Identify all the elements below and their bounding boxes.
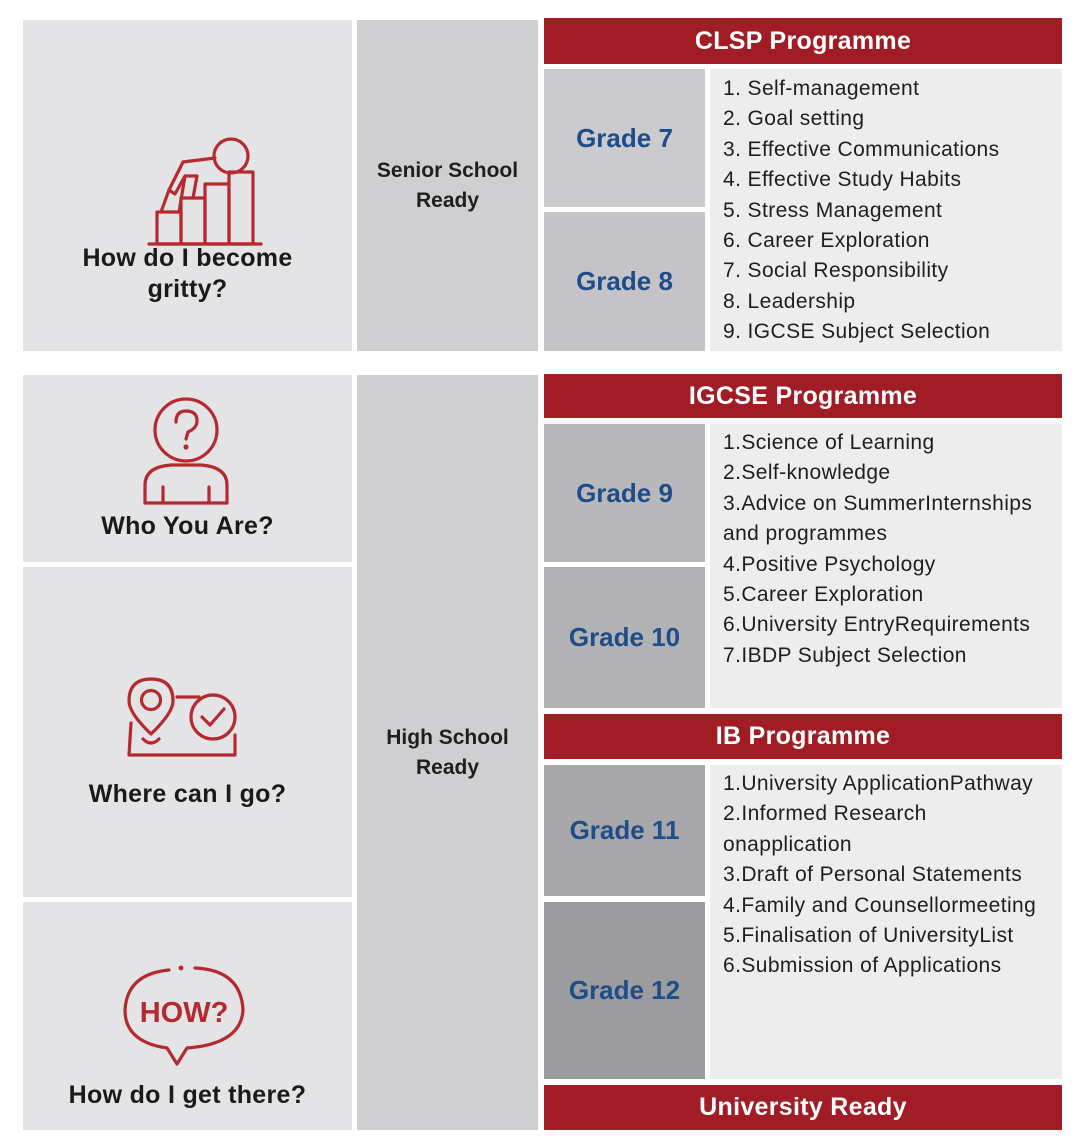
list-item: 1. Self-management <box>723 77 920 100</box>
list-item: 7. Social Responsibility <box>723 259 949 283</box>
how-speech-bubble-icon <box>119 962 249 1067</box>
list-item: 8. Leadership <box>723 289 856 313</box>
grade-11-cell: Grade 11 <box>544 765 705 896</box>
stage-senior-school-ready <box>357 20 538 351</box>
grade-7-cell: Grade 7 <box>544 69 705 207</box>
list-item: 3. Effective Communications <box>723 137 1000 161</box>
list-item: 4. Effective Study Habits <box>723 168 962 192</box>
question-gritty-label: How do I become gritty? <box>82 244 293 303</box>
clsp-programme-banner: CLSP Programme <box>544 18 1062 64</box>
list-item: 6.Submission of Applications <box>723 954 1002 978</box>
stage-high-line1: High School <box>386 725 509 749</box>
igcse-topics-list <box>710 424 1062 708</box>
list-item: 6.University EntryRequirements <box>723 613 1031 637</box>
ib-topics-list <box>710 765 1062 1079</box>
list-item: 5.Finalisation of UniversityList <box>723 924 1014 948</box>
ib-programme-banner: IB Programme <box>544 714 1062 759</box>
stage-senior-line2: Ready <box>415 188 480 212</box>
grade-10-cell: Grade 10 <box>544 567 705 708</box>
stage-high-school-ready <box>357 375 538 1130</box>
question-cell-how <box>23 902 352 1130</box>
university-ready-banner: University Ready <box>544 1085 1062 1130</box>
list-item: 6. Career Exploration <box>723 229 930 253</box>
list-item: 4.Positive Psychology <box>723 552 936 576</box>
list-item: 7.IBDP Subject Selection <box>723 643 967 667</box>
list-item: 2.Informed Research onapplication <box>723 802 927 856</box>
grade-9-cell: Grade 9 <box>544 424 705 562</box>
question-gritty-text <box>23 243 352 305</box>
grade-8-cell: Grade 8 <box>544 212 705 351</box>
list-item: 1.Science of Learning <box>723 431 935 454</box>
stage-high-line2: Ready <box>415 755 480 779</box>
question-cell-where <box>23 567 352 897</box>
list-item: 5. Stress Management <box>723 198 943 222</box>
map-pin-check-icon <box>123 675 248 760</box>
stage-senior-line1: Senior School <box>376 158 519 182</box>
list-item: 4.Family and Counsellormeeting <box>723 893 1037 917</box>
climbing-steps-icon <box>145 132 265 252</box>
question-who-label: Who You Are? <box>101 512 274 540</box>
clsp-topics-list <box>710 69 1062 351</box>
list-item: 3.Draft of Personal Statements <box>723 863 1023 887</box>
list-item: 2. Goal setting <box>723 107 865 131</box>
grade-12-cell: Grade 12 <box>544 902 705 1079</box>
question-cell-who <box>23 375 352 562</box>
person-question-icon <box>141 395 231 505</box>
list-item: 9. IGCSE Subject Selection <box>723 320 991 344</box>
list-item: 5.Career Exploration <box>723 583 924 607</box>
question-how-label: How do I get there? <box>68 1081 307 1109</box>
list-item: 3.Advice on SummerInternships and programmes <box>723 491 1033 546</box>
question-where-label: Where can I go? <box>88 780 287 808</box>
how-bubble-text: HOW? <box>139 997 229 1029</box>
list-item: 2.Self-knowledge <box>723 461 891 485</box>
igcse-programme-banner: IGCSE Programme <box>544 374 1062 418</box>
list-item: 1.University ApplicationPathway <box>723 772 1034 795</box>
question-cell-gritty <box>23 20 352 351</box>
